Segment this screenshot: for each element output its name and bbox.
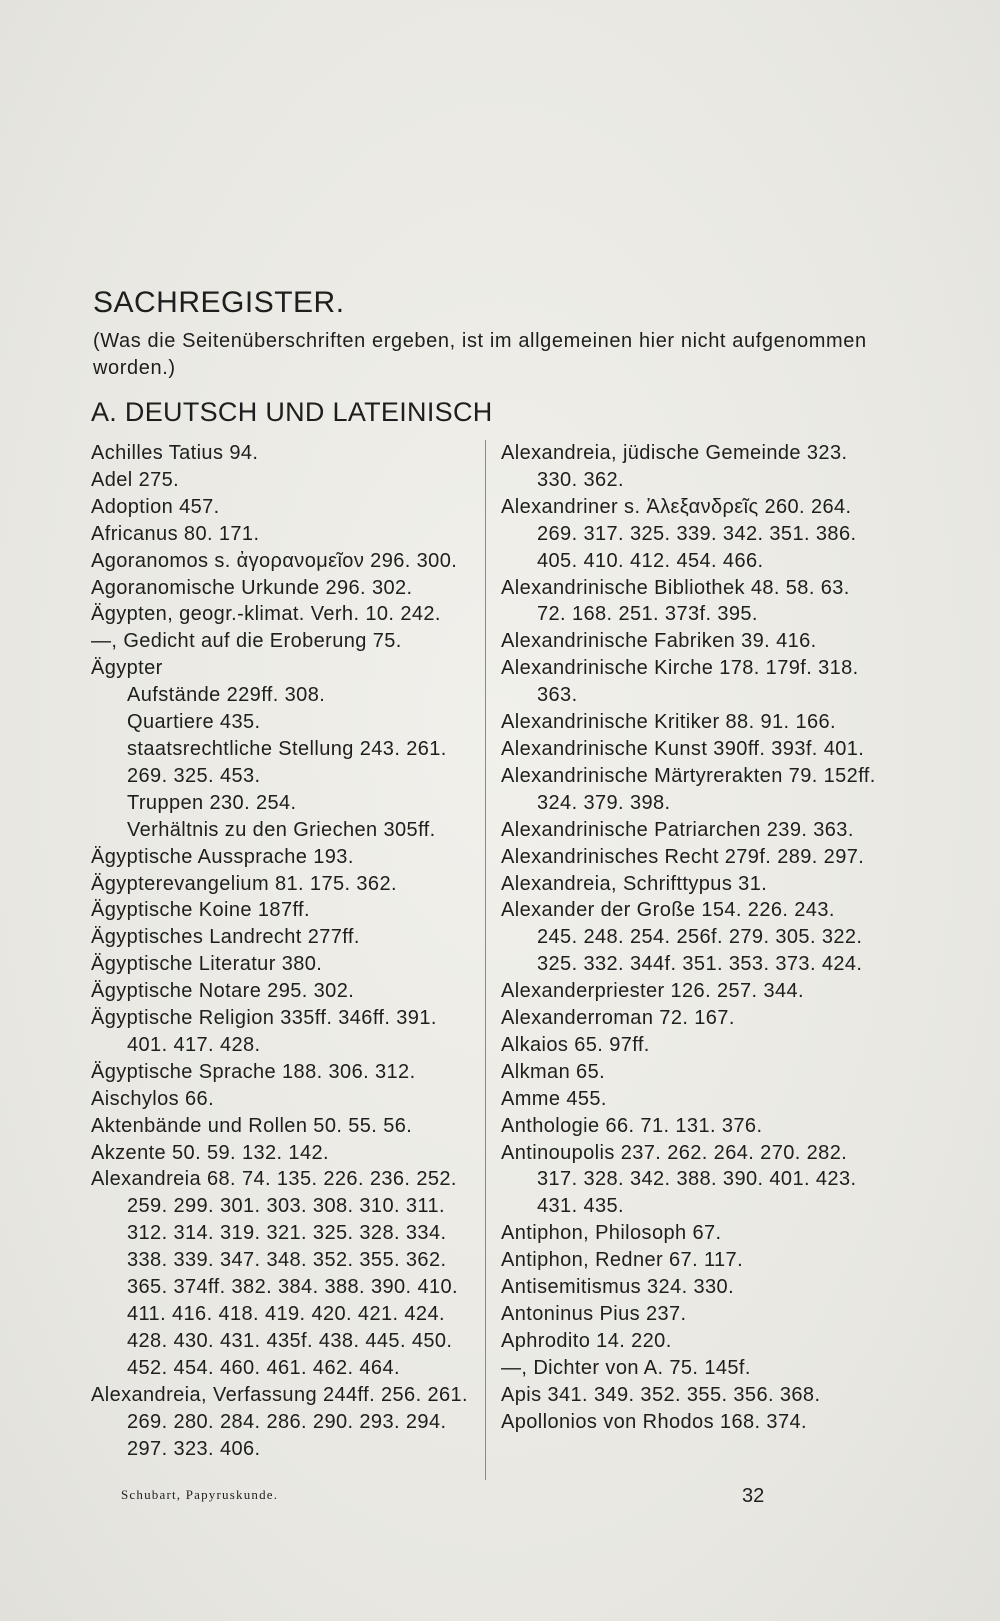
index-column-left [91, 440, 483, 1462]
index-entry: Ägypterevangelium 81. 175. 362. [91, 872, 397, 895]
index-entry: Ägyptische Literatur 380. [91, 953, 323, 976]
index-entry: Ägyptische Sprache 188. 306. 312. [91, 1060, 416, 1083]
index-entry: Alexandrinische Kritiker 88. 91. 166. [501, 711, 836, 734]
index-entry: Alexandrinische Bibliothek 48. 58. 63. 72. 168. 251. 373f. 395. [501, 576, 850, 626]
index-entry: Antiphon, Redner 67. 117. [501, 1249, 744, 1272]
index-entry: Antinoupolis 237. 262. 264. 270. 282. 317. 328. 342. 388. 390. 401. 423. 431. 435. [501, 1141, 857, 1218]
index-entry: Agoranomos s. ἀγορανομεῖον 296. 300. [91, 549, 458, 572]
index-entry: Adel 275. [91, 468, 180, 491]
index-entry: Apollonios von Rhodos 168. 374. [501, 1410, 807, 1433]
index-entry: Ägyptische Koine 187ff. [91, 899, 310, 922]
index-entry: Achilles Tatius 94. [91, 442, 259, 464]
index-entry: Aphrodito 14. 220. [501, 1329, 672, 1352]
index-entry: Akzente 50. 59. 132. 142. [91, 1141, 329, 1164]
page-number: 32 [742, 1485, 765, 1507]
index-entry: Alexander der Große 154. 226. 243. 245. 248. 254. 256f. 279. 305. 322. 325. 332. 344f. 351. 353. 373. 424. [501, 899, 863, 976]
index-entry: Alexandreia, jüdische Gemeinde 323. 330. 362. [501, 442, 848, 491]
index-entry: Alexandrinisches Recht 279f. 289. 297. [501, 845, 865, 868]
index-entry: Ägypten, geogr.-klimat. Verh. 10. 242. [91, 603, 441, 626]
index-entry: Alkman 65. [501, 1060, 606, 1083]
index-entry: Alexandreia, Schrifttypus 31. [501, 872, 768, 895]
index-entry: Alexandrinische Kunst 390ff. 393f. 401. [501, 737, 865, 760]
index-entry: Apis 341. 349. 352. 355. 356. 368. [501, 1383, 821, 1406]
index-entry: Antoninus Pius 237. [501, 1303, 687, 1325]
section-heading: A. DEUTSCH UND LATEINISCH [91, 397, 493, 427]
index-entry: Alexandriner s. Ἀλεξανδρεῖς 260. 264. 269. 317. 325. 339. 342. 351. 386. 405. 410. 412. 454. 466. [501, 495, 857, 572]
index-subentry: Quartiere 435. [127, 711, 261, 734]
index-entry: Antisemitismus 324. 330. [501, 1276, 735, 1299]
index-entry: Alexandrinische Märtyrerakten 79. 152ff. 324. 379. 398. [501, 764, 876, 814]
index-entry: Ägypter [91, 657, 163, 680]
index-subentry-continuation: 269. 325. 453. [127, 764, 261, 787]
index-subentry: Verhältnis zu den Griechen 305ff. [127, 818, 436, 841]
index-entry: Amme 455. [501, 1087, 607, 1110]
index-entry: Alexandrinische Fabriken 39. 416. [501, 630, 817, 653]
index-subentry: Aufstände 229ff. 308. [127, 684, 326, 707]
index-entry: Alexandreia, Verfassung 244ff. 256. 261. 269. 280. 284. 286. 290. 293. 294. 297. 323. 406. [91, 1383, 469, 1460]
index-entry: —, Dichter von A. 75. 145f. [501, 1356, 751, 1379]
index-entry: Adoption 457. [91, 495, 220, 518]
index-entry: Africanus 80. 171. [91, 522, 260, 545]
index-entry: —, Gedicht auf die Eroberung 75. [91, 630, 402, 653]
index-entry: Aischylos 66. [91, 1087, 215, 1110]
index-entry: Alkaios 65. 97ff. [501, 1033, 650, 1056]
column-divider [485, 440, 486, 1480]
index-entry: Alexandreia 68. 74. 135. 226. 236. 252. 259. 299. 301. 303. 308. 310. 311. 312. 314. 319. 321. 325. 328. 334. 338. 339. 347. 348. 352. 355. 362. 365. 374ff. 382. 384. 388. 390. 410. 411. 416. 418. 419. 420. 421. 424. 428. 430. 431. 435f. 438. 445. 450. 452. 454. 460. 461. 462. 464. [91, 1168, 458, 1379]
index-entry: Anthologie 66. 71. 131. 376. [501, 1114, 763, 1137]
index-entry: Agoranomische Urkunde 296. 302. [91, 576, 413, 599]
index-entry: Ägyptische Notare 295. 302. [91, 980, 355, 1003]
index-entry: Antiphon, Philosoph 67. [501, 1222, 722, 1245]
index-subentry: Truppen 230. 254. [127, 791, 297, 814]
index-entry: Ägyptische Aussprache 193. [91, 845, 354, 868]
intro-note: (Was die Seitenüberschriften ergeben, ist im allgemeinen hier nicht aufgenommen worden.) [93, 330, 867, 379]
page-title: SACHREGISTER. [93, 286, 345, 319]
index-subentry: staatsrechtliche Stellung 243. 261. [127, 737, 447, 760]
index-entry: Ägyptisches Landrecht 277ff. [91, 926, 360, 949]
index-entry: Alexandrinische Patriarchen 239. 363. [501, 818, 854, 841]
index-entry: Aktenbände und Rollen 50. 55. 56. [91, 1114, 413, 1137]
index-column-right [501, 440, 881, 1436]
index-entry: Alexanderpriester 126. 257. 344. [501, 980, 804, 1003]
footer-signature: Schubart, Papyruskunde. [121, 1487, 279, 1502]
index-entry: Alexandrinische Kirche 178. 179f. 318. 363. [501, 657, 859, 707]
index-entry: Ägyptische Religion 335ff. 346ff. 391. 401. 417. 428. [91, 1007, 437, 1056]
index-entry: Alexanderroman 72. 167. [501, 1007, 735, 1030]
